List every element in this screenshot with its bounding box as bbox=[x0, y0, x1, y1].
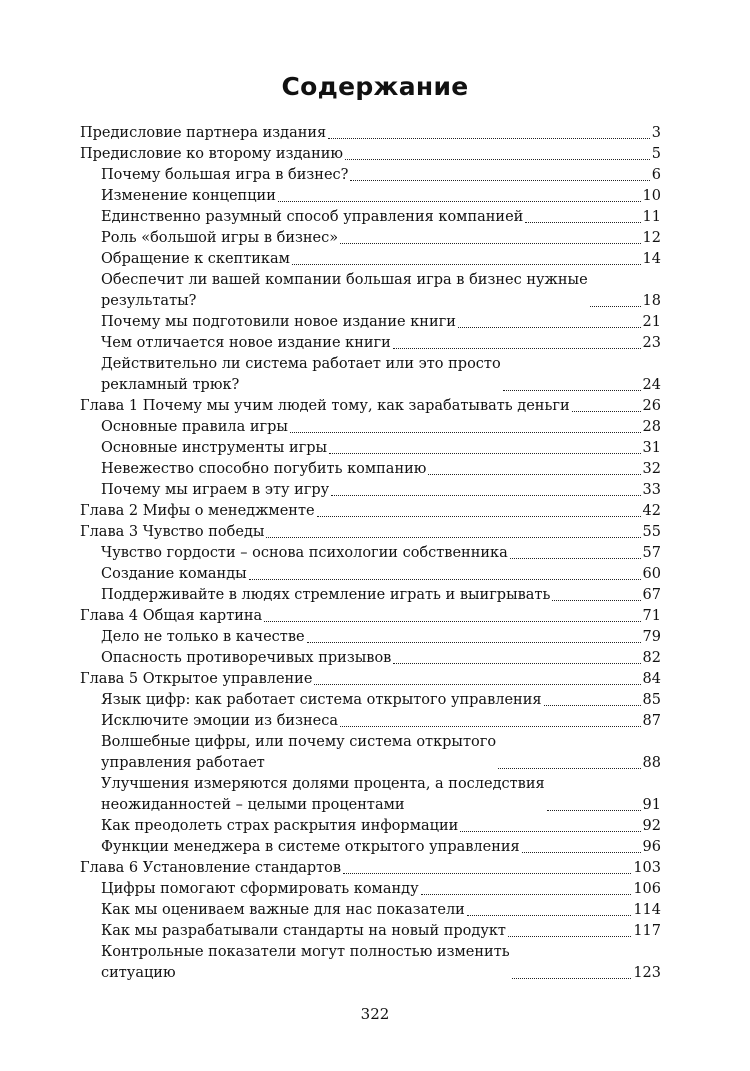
toc-entry-title bbox=[101, 417, 288, 438]
toc-entry-title-line: рекламный трюк? bbox=[101, 377, 240, 393]
dot-leader bbox=[525, 222, 640, 223]
dot-leader bbox=[314, 684, 640, 685]
toc-entry-title bbox=[101, 270, 588, 312]
toc-entry-title-line: Поддерживайте в людях стремление играть и выигрывать bbox=[101, 587, 551, 603]
toc-entry-title-line: Как мы разрабатывали стандарты на новый продукт bbox=[101, 923, 506, 939]
dot-leader bbox=[340, 243, 640, 244]
toc-entry-title-line: Действительно ли система работает или это просто bbox=[101, 356, 501, 372]
toc-entry-page: 60 bbox=[642, 566, 661, 582]
toc-entry-title-line: Глава 3 Чувство победы bbox=[80, 524, 265, 540]
toc-entry-title-line: ситуацию bbox=[101, 965, 176, 981]
toc-entry bbox=[80, 711, 661, 732]
toc-entry bbox=[80, 543, 661, 564]
toc-entry-title-line: Язык цифр: как работает система открытого управления bbox=[101, 692, 542, 708]
toc-entry bbox=[80, 354, 661, 396]
toc-entry-page: 87 bbox=[642, 713, 661, 729]
dot-leader bbox=[572, 411, 641, 412]
toc-entry-title-line: управления работает bbox=[101, 755, 265, 771]
toc-entry-title bbox=[101, 438, 327, 459]
dot-leader bbox=[467, 915, 631, 916]
toc-entry-page: 10 bbox=[642, 188, 661, 204]
dot-leader bbox=[350, 180, 649, 181]
page-title: Содержание bbox=[281, 72, 469, 101]
toc-entry-title bbox=[101, 543, 508, 564]
dot-leader bbox=[307, 642, 641, 643]
toc-entry-title bbox=[101, 207, 523, 228]
toc-entry-title-line: Невежество способно погубить компанию bbox=[101, 461, 427, 477]
toc-entry-title-line: Обеспечит ли вашей компании большая игра в бизнес нужные bbox=[101, 272, 588, 288]
toc-entry-page: 88 bbox=[642, 755, 661, 771]
dot-leader bbox=[590, 306, 641, 307]
toc-entry-title-line: Как преодолеть страх раскрытия информации bbox=[101, 818, 459, 834]
toc-entry-title-line: Контрольные показатели могут полностью изменить bbox=[101, 944, 510, 960]
toc-entry-title-line: Почему мы подготовили новое издание книги bbox=[101, 314, 456, 330]
toc-entry bbox=[80, 459, 661, 480]
toc-entry bbox=[80, 879, 661, 900]
toc-entry bbox=[80, 144, 661, 165]
dot-leader bbox=[510, 558, 641, 559]
toc-entry-title-line: Дело не только в качестве bbox=[101, 629, 305, 645]
toc-entry-title-line: результаты? bbox=[101, 293, 197, 309]
toc-entry-title bbox=[101, 333, 391, 354]
toc-entry-title-line: Основные правила игры bbox=[101, 419, 288, 435]
dot-leader bbox=[249, 579, 641, 580]
toc-entry-title-line: Почему большая игра в бизнес? bbox=[101, 167, 349, 183]
toc-entry-title bbox=[101, 228, 338, 249]
toc-entry-title bbox=[80, 501, 315, 522]
toc-entry bbox=[80, 627, 661, 648]
dot-leader bbox=[393, 663, 640, 664]
toc-entry-title bbox=[80, 669, 312, 690]
toc-entry-title bbox=[80, 144, 343, 165]
table-of-contents bbox=[80, 123, 661, 984]
toc-entry-page: 14 bbox=[642, 251, 661, 267]
toc-entry-title bbox=[101, 921, 506, 942]
toc-entry-title bbox=[101, 690, 542, 711]
toc-entry bbox=[80, 585, 661, 606]
toc-entry bbox=[80, 270, 661, 312]
toc-entry-title bbox=[101, 627, 305, 648]
toc-entry-page: 114 bbox=[633, 902, 661, 918]
dot-leader bbox=[328, 138, 650, 139]
toc-entry-page: 31 bbox=[642, 440, 661, 456]
toc-entry-title bbox=[101, 774, 545, 816]
dot-leader bbox=[343, 873, 631, 874]
toc-entry-title bbox=[101, 732, 496, 774]
toc-entry-title bbox=[101, 837, 520, 858]
toc-entry-title-line: Исключите эмоции из бизнеса bbox=[101, 713, 339, 729]
toc-entry-title bbox=[80, 522, 264, 543]
dot-leader bbox=[552, 600, 640, 601]
toc-entry-page: 21 bbox=[642, 314, 661, 330]
toc-entry-page: 79 bbox=[642, 629, 661, 645]
dot-leader bbox=[458, 327, 641, 328]
toc-entry bbox=[80, 312, 661, 333]
toc-entry-title bbox=[101, 312, 456, 333]
toc-entry-page: 91 bbox=[642, 797, 661, 813]
dot-leader bbox=[264, 621, 640, 622]
toc-entry-title-line: Обращение к скептикам bbox=[101, 251, 290, 267]
toc-entry bbox=[80, 942, 661, 984]
toc-entry bbox=[80, 669, 661, 690]
dot-leader bbox=[428, 474, 640, 475]
toc-entry-page: 11 bbox=[642, 209, 661, 225]
toc-entry bbox=[80, 900, 661, 921]
toc-entry-title-line: Создание команды bbox=[101, 566, 247, 582]
toc-entry-title-line: неожиданностей – целыми процентами bbox=[101, 797, 405, 813]
dot-leader bbox=[393, 348, 641, 349]
toc-entry-title-line: Функции менеджера в системе открытого управления bbox=[101, 839, 520, 855]
dot-leader bbox=[331, 495, 640, 496]
toc-entry-title bbox=[101, 711, 338, 732]
dot-leader bbox=[345, 159, 650, 160]
toc-entry-page: 28 bbox=[642, 419, 661, 435]
toc-entry-page: 84 bbox=[642, 671, 661, 687]
dot-leader bbox=[544, 705, 641, 706]
toc-entry-title bbox=[101, 480, 329, 501]
toc-entry-page: 32 bbox=[642, 461, 661, 477]
toc-entry bbox=[80, 123, 661, 144]
toc-entry-title-line: Глава 2 Мифы о менеджменте bbox=[80, 503, 315, 519]
toc-entry-page: 103 bbox=[633, 860, 661, 876]
toc-entry-title-line: Опасность противоречивых призывов bbox=[101, 650, 392, 666]
toc-entry bbox=[80, 522, 661, 543]
toc-entry-title bbox=[101, 459, 426, 480]
toc-entry-title bbox=[101, 165, 348, 186]
toc-entry-title-line: Изменение концепции bbox=[101, 188, 276, 204]
toc-entry-title-line: Почему мы играем в эту игру bbox=[101, 482, 330, 498]
toc-entry-page: 117 bbox=[633, 923, 661, 939]
toc-entry-title-line: Цифры помогают сформировать команду bbox=[101, 881, 419, 897]
toc-entry-title bbox=[101, 249, 290, 270]
toc-entry bbox=[80, 774, 661, 816]
page-number: 322 bbox=[360, 1005, 390, 1023]
toc-entry-title-line: Роль «большой игры в бизнес» bbox=[101, 230, 339, 246]
toc-entry-title bbox=[101, 585, 550, 606]
toc-entry-page: 123 bbox=[633, 965, 661, 981]
toc-entry-title bbox=[101, 942, 510, 984]
toc-entry-title-line: Улучшения измеряются долями процента, а последствия bbox=[101, 776, 545, 792]
toc-entry-page: 67 bbox=[642, 587, 661, 603]
toc-entry-title-line: Глава 4 Общая картина bbox=[80, 608, 263, 624]
toc-entry bbox=[80, 438, 661, 459]
dot-leader bbox=[329, 453, 641, 454]
toc-entry-page: 5 bbox=[651, 146, 661, 162]
toc-entry bbox=[80, 816, 661, 837]
toc-entry-title-line: Глава 5 Открытое управление bbox=[80, 671, 313, 687]
toc-entry bbox=[80, 690, 661, 711]
toc-entry-page: 3 bbox=[651, 125, 661, 141]
toc-entry-title bbox=[80, 606, 262, 627]
toc-entry-title bbox=[101, 354, 501, 396]
toc-entry-title bbox=[80, 123, 326, 144]
toc-entry bbox=[80, 564, 661, 585]
toc-entry bbox=[80, 858, 661, 879]
toc-entry-title-line: Глава 1 Почему мы учим людей тому, как зарабатывать деньги bbox=[80, 398, 570, 414]
toc-entry-page: 96 bbox=[642, 839, 661, 855]
toc-entry-page: 92 bbox=[642, 818, 661, 834]
toc-entry-page: 26 bbox=[642, 398, 661, 414]
dot-leader bbox=[508, 936, 631, 937]
toc-entry-page: 12 bbox=[642, 230, 661, 246]
toc-entry-page: 85 bbox=[642, 692, 661, 708]
toc-entry bbox=[80, 165, 661, 186]
toc-entry-title bbox=[101, 900, 465, 921]
toc-entry-title-line: Основные инструменты игры bbox=[101, 440, 328, 456]
toc-entry-title-line: Как мы оцениваем важные для нас показатели bbox=[101, 902, 465, 918]
toc-entry bbox=[80, 648, 661, 669]
toc-entry bbox=[80, 249, 661, 270]
toc-entry bbox=[80, 606, 661, 627]
toc-entry bbox=[80, 396, 661, 417]
toc-entry-title bbox=[80, 858, 341, 879]
toc-entry-title bbox=[101, 816, 458, 837]
dot-leader bbox=[503, 390, 641, 391]
toc-entry bbox=[80, 186, 661, 207]
toc-entry-title-line: Волшебные цифры, или почему система открытого bbox=[101, 734, 497, 750]
toc-entry-title-line: Чем отличается новое издание книги bbox=[101, 335, 391, 351]
toc-entry bbox=[80, 207, 661, 228]
toc-entry-title bbox=[80, 396, 570, 417]
toc-entry-title-line: Чувство гордости – основа психологии собственника bbox=[101, 545, 508, 561]
toc-entry bbox=[80, 333, 661, 354]
toc-entry bbox=[80, 417, 661, 438]
toc-entry-title-line: Предисловие партнера издания bbox=[80, 125, 327, 141]
dot-leader bbox=[522, 852, 641, 853]
toc-entry bbox=[80, 732, 661, 774]
toc-entry-page: 42 bbox=[642, 503, 661, 519]
dot-leader bbox=[498, 768, 640, 769]
toc-entry-title bbox=[101, 564, 247, 585]
toc-entry bbox=[80, 228, 661, 249]
toc-entry-page: 55 bbox=[642, 524, 661, 540]
dot-leader bbox=[460, 831, 640, 832]
toc-entry-title bbox=[101, 879, 419, 900]
toc-entry-title-line: Глава 6 Установление стандартов bbox=[80, 860, 342, 876]
dot-leader bbox=[292, 264, 641, 265]
dot-leader bbox=[317, 516, 641, 517]
toc-entry-page: 33 bbox=[642, 482, 661, 498]
toc-entry bbox=[80, 501, 661, 522]
toc-entry bbox=[80, 921, 661, 942]
toc-entry-page: 23 bbox=[642, 335, 661, 351]
dot-leader bbox=[278, 201, 641, 202]
dot-leader bbox=[340, 726, 641, 727]
toc-entry-page: 18 bbox=[642, 293, 661, 309]
toc-entry-title bbox=[101, 186, 276, 207]
toc-entry bbox=[80, 837, 661, 858]
toc-entry-page: 24 bbox=[642, 377, 661, 393]
dot-leader bbox=[421, 894, 632, 895]
toc-entry-title-line: Предисловие ко второму изданию bbox=[80, 146, 344, 162]
toc-entry-page: 71 bbox=[642, 608, 661, 624]
dot-leader bbox=[547, 810, 641, 811]
toc-entry-page: 82 bbox=[642, 650, 661, 666]
dot-leader bbox=[512, 978, 632, 979]
toc-entry-title-line: Единственно разумный способ управления компанией bbox=[101, 209, 524, 225]
dot-leader bbox=[266, 537, 640, 538]
toc-entry-page: 106 bbox=[633, 881, 661, 897]
toc-entry-page: 57 bbox=[642, 545, 661, 561]
toc-entry-page: 6 bbox=[651, 167, 661, 183]
dot-leader bbox=[290, 432, 641, 433]
toc-entry bbox=[80, 480, 661, 501]
toc-entry-title bbox=[101, 648, 391, 669]
